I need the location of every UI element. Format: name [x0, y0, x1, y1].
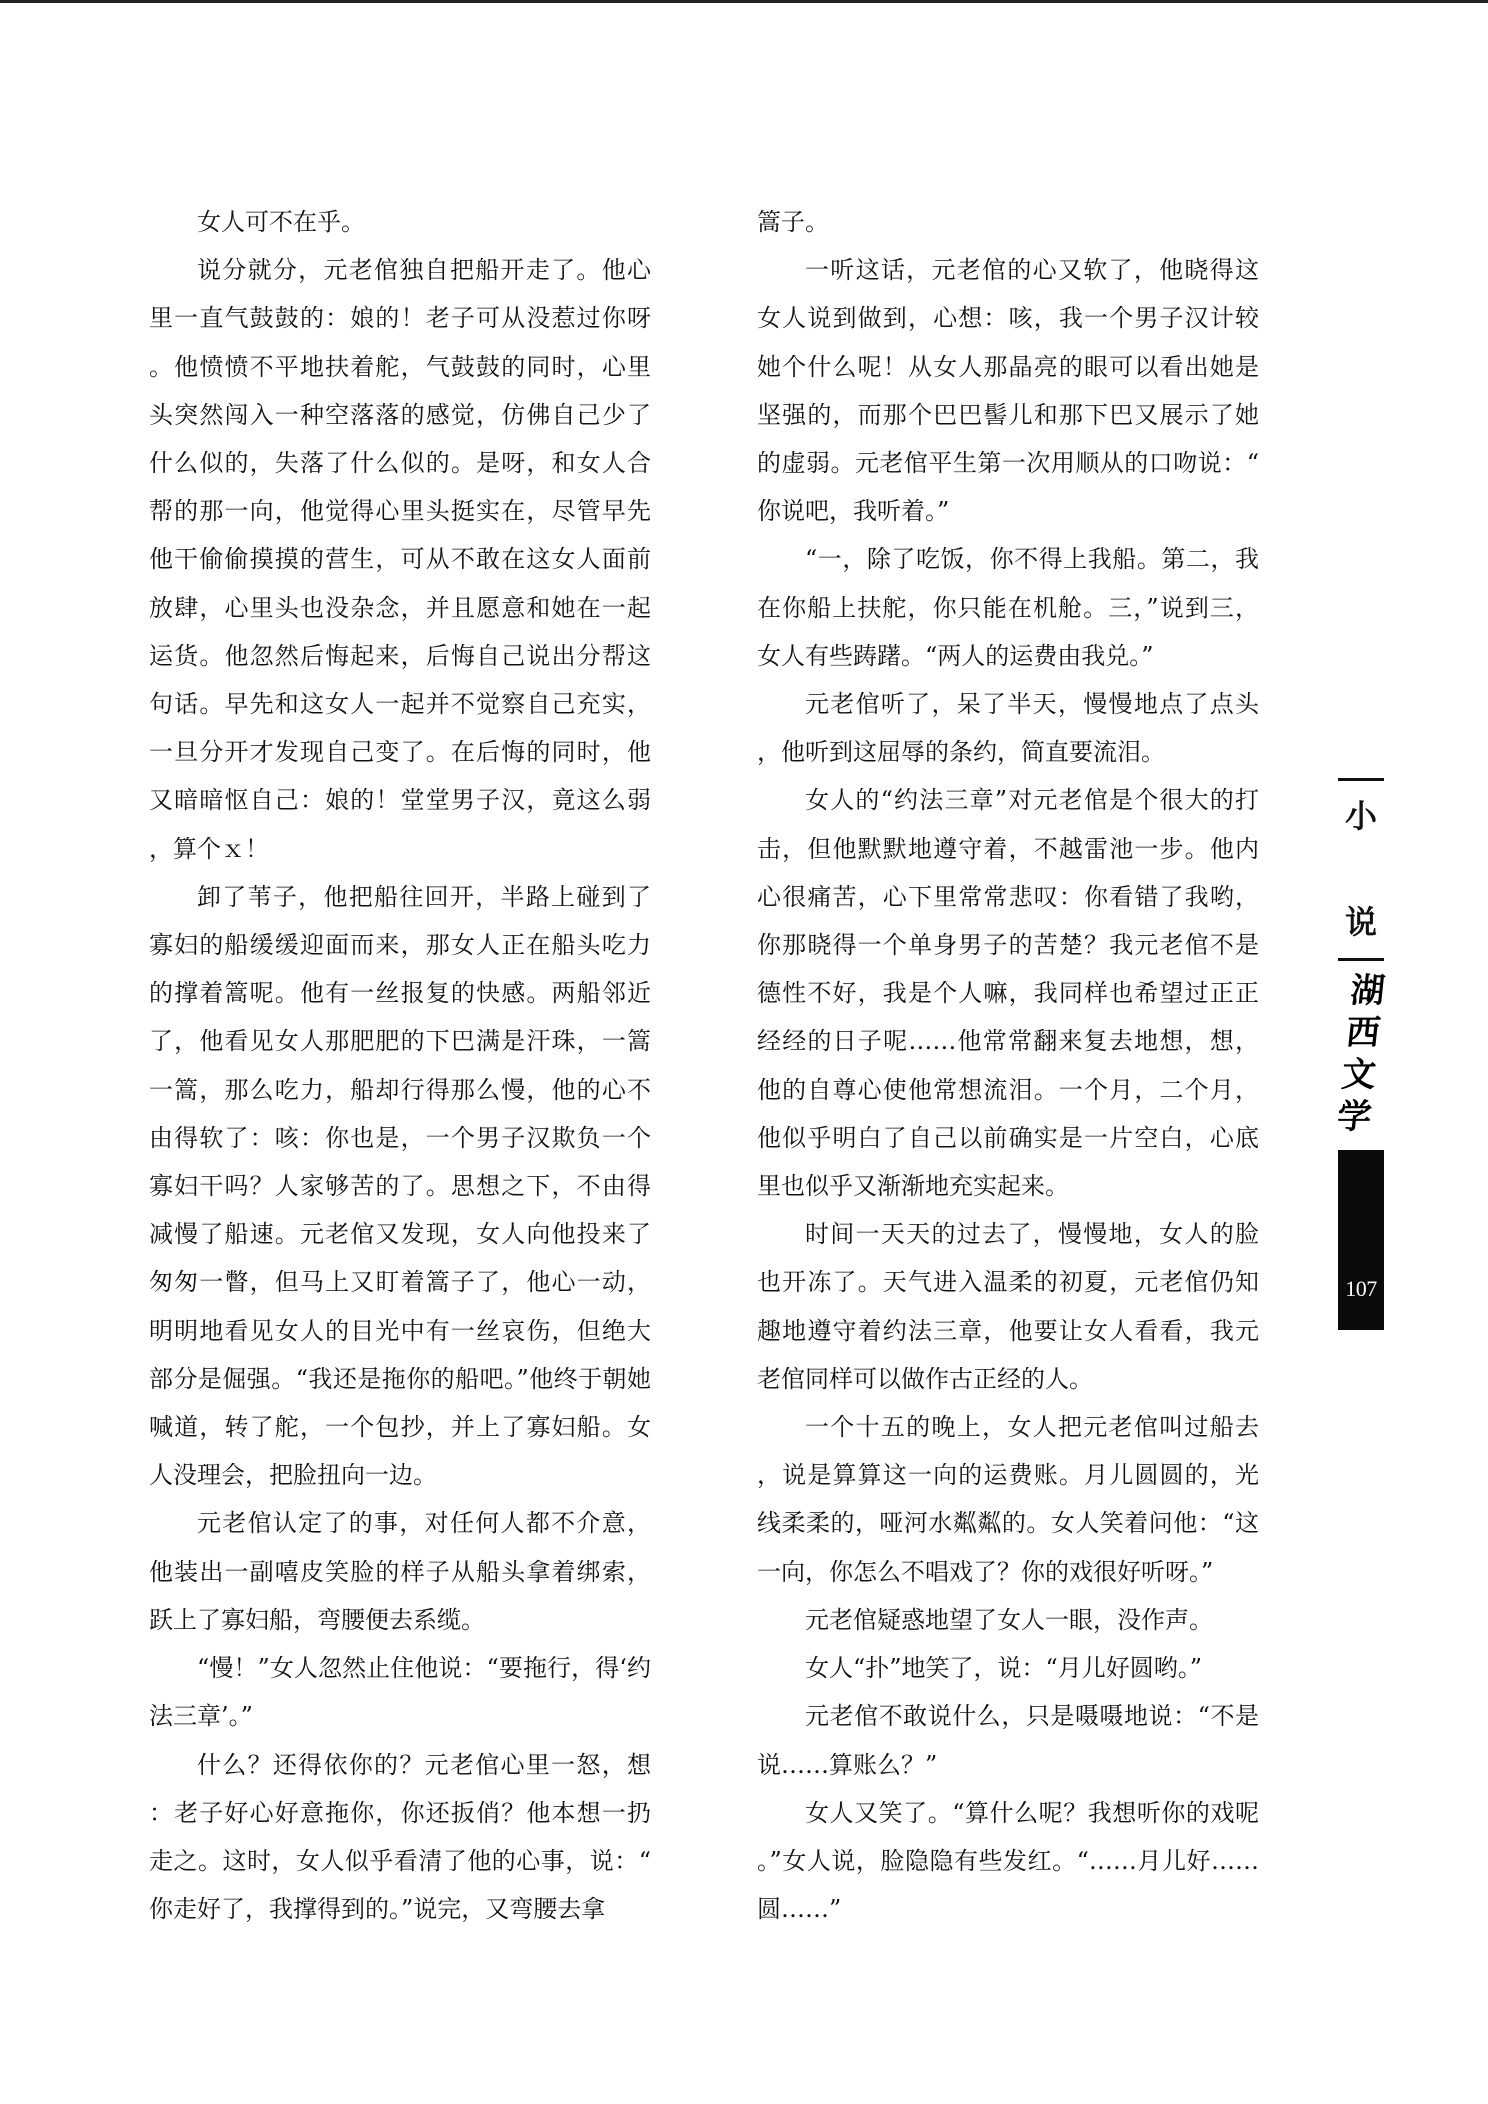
- brand-char: 西: [1344, 1013, 1383, 1053]
- left-column: [149, 198, 651, 1933]
- paragraph: “一，除了吃饭，你不得上我船。第二，我在你船上扶舵，你只能在机舱。三，”说到三，女人有些踌躇。“两人的运费由我兑。”: [757, 545, 1259, 670]
- brand-char: 文: [1339, 1055, 1378, 1095]
- brand-char: 学: [1335, 1097, 1374, 1137]
- paragraph: 女人又笑了。“算什么呢？我想听你的戏呢。”女人说，脸隐隐有些发红。“……月儿好……圆……”: [757, 1798, 1259, 1924]
- paragraph: 说分就分，元老倌独自把船开走了。他心里一直气鼓鼓的：娘的！老子可从没惹过你呀。他愤愤不平地扶着舵，气鼓鼓的同时，心里头突然闯入一种空落落的感觉，仿佛自己少了什么似的，失落了什么似的。是呀，和女人合帮的那一向，他觉得心里头挺实在，尽管早先他干偷偷摸摸的营生，可从不敢在这女人面前放肆，心里头也没杂念，并且愿意和她在一起运货。他忽然后悔起来，后悔自己说出分帮这句话。早先和这女人一起并不觉察自己充实，一旦分开才发现自己变了。在后悔的同时，他又暗暗怄自己：娘的！堂堂男子汉，竟这么弱，算个ｘ！: [149, 256, 651, 863]
- paragraph: 元老倌不敢说什么，只是嗫嗫地说：“不是说……算账么？”: [757, 1702, 1259, 1779]
- section-label-char: 说: [1344, 903, 1377, 941]
- paragraph: 卸了苇子，他把船往回开，半路上碰到了寡妇的船缓缓迎面而来，那女人正在船头吃力的撑着篙呢。他有一丝报复的快感。两船邻近了，他看见女人那肥肥的下巴满是汗珠，一篙一篙，那么吃力，船却行得那么慢，他的心不由得软了：咳：你也是，一个男子汉欺负一个寡妇干吗？人家够苦的了。思想之下，不由得减慢了船速。元老倌又发现，女人向他投来了匆匆一瞥，但马上又盯着篙子了，他心一动，明明地看见女人的目光中有一丝哀伤，但绝大部分是倔强。“我还是拖你的船吧。”他终于朝她喊道，转了舵，一个包抄，并上了寡妇船。女人没理会，把脸扭向一边。: [149, 882, 651, 1490]
- top-border: [0, 0, 1488, 3]
- paragraph: 元老倌疑惑地望了女人一眼，没作声。: [805, 1605, 1213, 1634]
- paragraph: “慢！”女人忽然止住他说：“要拖行，得‘约法三章’。”: [149, 1654, 651, 1731]
- sidebar-rule-middle: [1338, 958, 1384, 961]
- paragraph: 女人可不在乎。: [197, 208, 365, 236]
- paragraph: 一听这话，元老倌的心又软了，他晓得这女人说到做到，心想：咳，我一个男子汉计较她个什么呢！从女人那晶亮的眼可以看出她是坚强的，而那个巴巴髻儿和那下巴又展示了她的虚弱。元老倌平生第一次用顺从的口吻说：“你说吧，我听着。”: [757, 256, 1259, 526]
- paragraph: 元老倌听了，呆了半天，慢慢地点了点头，他听到这屈辱的条约，简直要流泪。: [757, 690, 1259, 767]
- journal-brand-logo: [1329, 970, 1393, 1138]
- paragraph: 女人“扑”地笑了，说：“月儿好圆哟。”: [805, 1654, 1203, 1683]
- paragraph: 元老倌认定了的事，对任何人都不介意，他装出一副嘻皮笑脸的样子从船头拿着绑索，跃上了寡妇船，弯腰便去系缆。: [149, 1509, 651, 1634]
- section-label-char: 小: [1344, 797, 1377, 835]
- page-number: 107: [1345, 1276, 1377, 1301]
- paragraph: 时间一天天的过去了，慢慢地，女人的脸也开冻了。天气进入温柔的初夏，元老倌仍知趣地遵守着约法三章，他要让女人看看，我元老倌同样可以做作古正经的人。: [757, 1220, 1259, 1393]
- paragraph: 一个十五的晚上，女人把元老倌叫过船去，说是算算这一向的运费账。月儿圆圆的，光线柔柔的，哑河水粼粼的。女人笑着问他：“这一向，你怎么不唱戏了？你的戏很好听呀。”: [757, 1413, 1259, 1586]
- page-number-tab: [1338, 1150, 1384, 1330]
- sidebar-rule-top: [1338, 778, 1384, 781]
- right-column: [757, 198, 1259, 1933]
- paragraph: 什么？还得依你的？元老倌心里一怒，想：老子好心好意拖你，你还扳俏？他本想一扔走之。这时，女人似乎看清了他的心事，说：“你走好了，我撑得到的。”说完，又弯腰去拿: [149, 1750, 651, 1924]
- paragraph: 女人的“约法三章”对元老倌是个很大的打击，但他默默地遵守着，不越雷池一步。他内心很痛苦，心下里常常悲叹：你看错了我哟，你那晓得一个单身男子的苦楚？我元老倌不是德性不好，我是个人嘛，我同样也希望过正正经经的日子呢……他常常翻来复去地想，想，他的自尊心使他常想流泪。一个月，二个月，他似乎明白了自己以前确实是一片空白，心底里也似乎又渐渐地充实起来。: [757, 786, 1259, 1201]
- paragraph-continued: 篙子。: [757, 208, 829, 236]
- brand-char: 湖: [1348, 971, 1387, 1011]
